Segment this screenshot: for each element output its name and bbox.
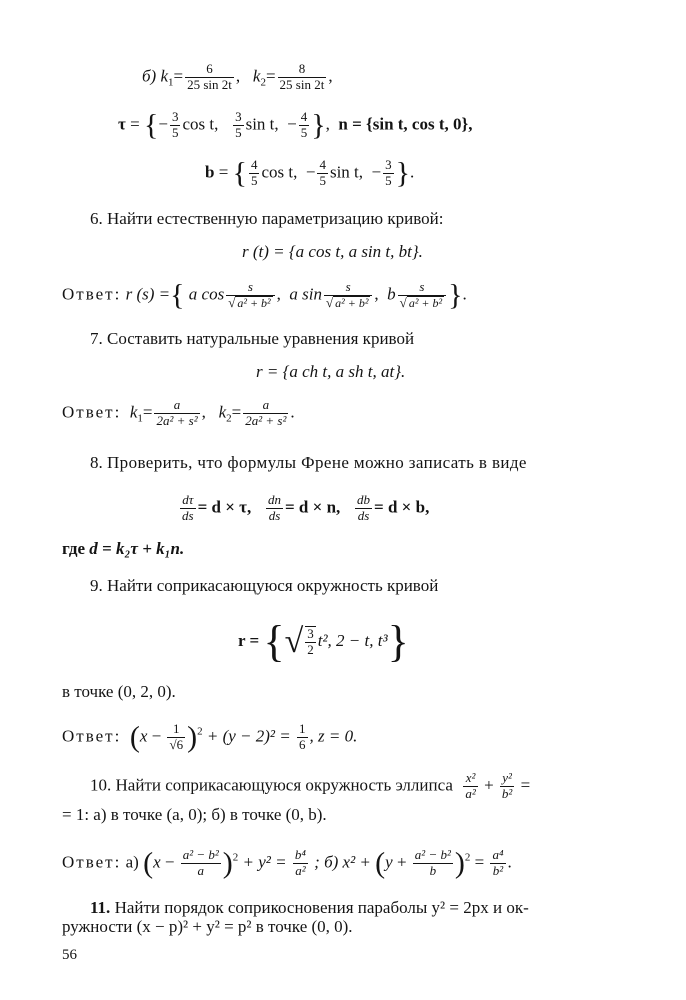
item10-continuation: = 1: а) в точке (a, 0); б) в точке (0, b). [62, 805, 327, 824]
k2-symbol: k [252, 66, 261, 86]
item10-statement: 10. Найти соприкасающуюся окружность эллипса $\frac{\text{x²}}{\text{a²}}$ + $\frac{\text{y²}}{\text{b²}}$ = [90, 770, 531, 801]
item10-answer: Ответ: а) (x − $\frac{\text{a² − b²}}{a}$ )$^2$ + y² = $\frac{\text{b⁴}}{\text{a²}}$ ; б) x² + (y + $\frac{\text{a² − b²}}{b}$ )$^2$ = $\frac{\text{a⁴}}{\text{b²}}$ . [62, 846, 512, 880]
k2-fraction: $\frac{8}{25 \sin 2t}$ [279, 61, 325, 92]
n-vector: n = {sin t, cos t, 0}, [338, 114, 473, 134]
item5b-curvature-line: б) $k_1=$ $\frac{6}{25 \sin 2t}$ , $k_2=$ $\frac{8}{25 \sin 2t}$ , [142, 61, 333, 92]
page-number: 56 [62, 947, 77, 963]
b-symbol: b [205, 162, 215, 182]
item7-statement: 7. Составить натуральные уравнения кривой [90, 329, 415, 348]
item6-formula: r (t) = {a cos t, a sin t, bt}. [242, 242, 423, 261]
item8-where: где d = k₂τ + k₁n. [62, 539, 185, 558]
k1-fraction: $\frac{6}{25 \sin 2t}$ [187, 61, 232, 92]
tau-symbol: τ [118, 114, 126, 134]
item8-statement: 8. Проверить, что формулы Френе можно записать в виде [90, 453, 527, 472]
item9-answer: Ответ: (x − $\frac{1}{√6}$ )$^2$ + (y − 2)² = $\frac{1}{6}$ , z = 0. [62, 720, 358, 754]
item7-answer: Ответ: $k_1=$ $\frac{a}{\text{2a² + s²}}$ , $k_2=$ $\frac{a}{\text{2a² + s²}}$ . [62, 397, 295, 428]
item11-statement-line1: 11. Найти порядок соприкосновения параболы y² = 2px и ок- [90, 898, 529, 917]
item9-statement: 9. Найти соприкасающуюся окружность кривой [90, 576, 439, 595]
item9-point: в точке (0, 2, 0). [62, 682, 176, 701]
item6-statement: 6. Найти естественную параметризацию кривой: [90, 209, 444, 228]
k1-symbol: k [160, 66, 169, 86]
item6-answer: Ответ: r (s) ={ a cos $\frac{s}{\text{√ a² + b²}}$ , a sin $\frac{s}{\text{√ a² + b²}}$ , b $\frac{s}{\text{√ a² + b²}}$ }. [62, 278, 467, 312]
item8-frenet-formulas: $\frac{d\tau}{ds}$ = d × τ, $\frac{dn}{ds}$ = d × n, $\frac{db}{ds}$ = d × b, [182, 492, 430, 523]
item11-statement-line2: ружности (x − p)² + y² = p² в точке (0, 0). [62, 917, 353, 936]
item9-formula: r = {√ $\frac{3}{2}$ t², 2 − t, t³} [238, 617, 409, 666]
item5b-tau-line: τ = {− $\frac{3}{5}$ cos t, $\frac{3}{5}$ sin t, − $\frac{4}{5}$ }, n = {sin t, cos t, 0}, [118, 108, 473, 142]
item5b-b-line: b = { $\frac{4}{5}$ cos t, − $\frac{4}{5}$ sin t, − $\frac{3}{5}$ }. [205, 156, 415, 190]
item7-formula: r = {a ch t, a sh t, at}. [256, 362, 406, 381]
item5b-label: б) [142, 66, 157, 86]
